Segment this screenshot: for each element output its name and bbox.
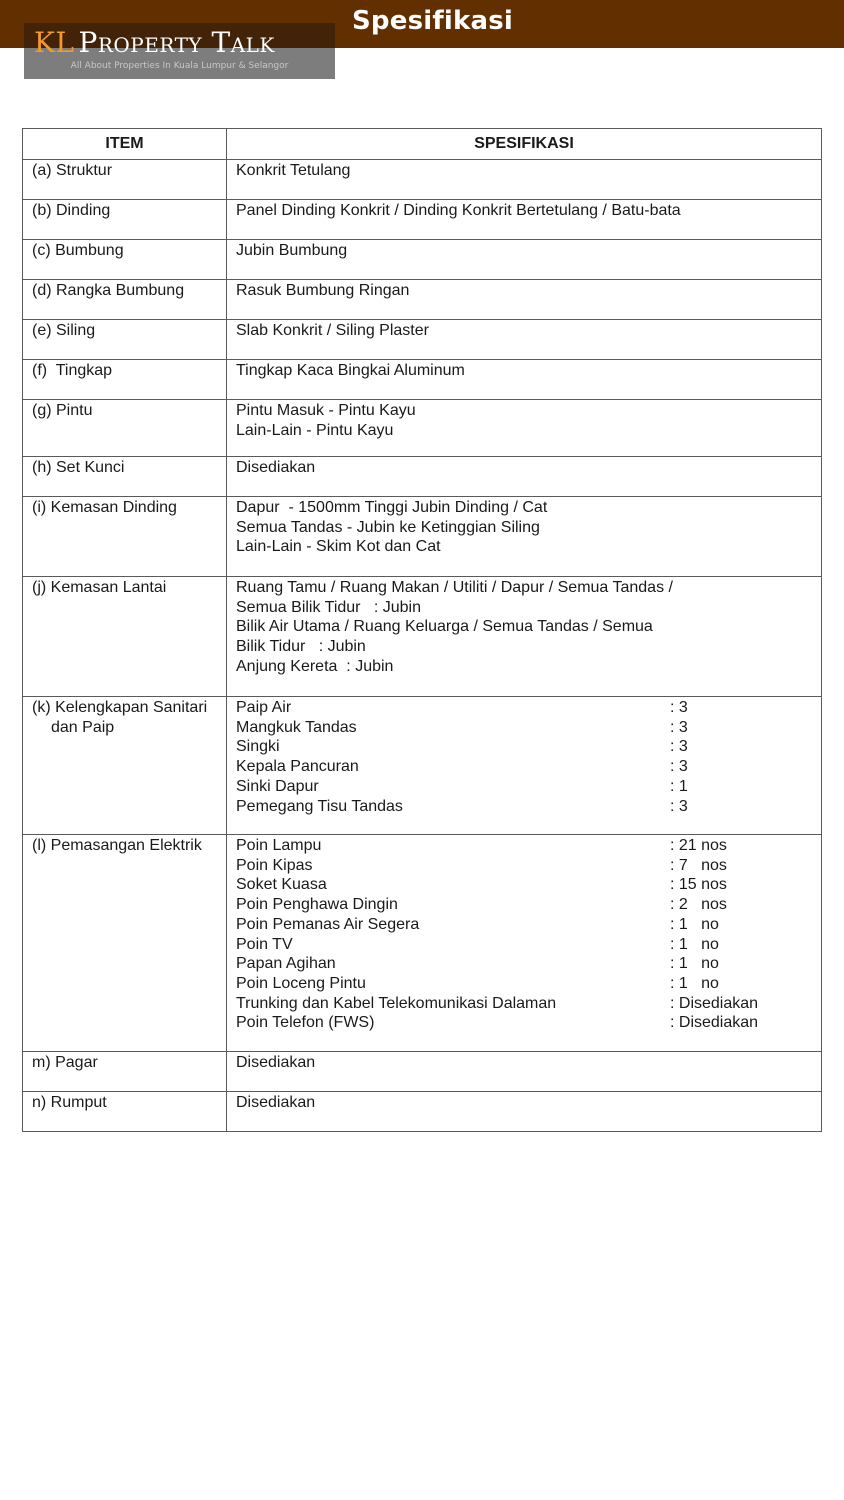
item-cell bbox=[23, 1052, 227, 1092]
spec-entry-value: : Disediakan bbox=[670, 994, 759, 1012]
spec-text: Disediakan bbox=[236, 1054, 316, 1071]
spec-text: Dapur - 1500mm Tinggi Jubin Dinding / Cat bbox=[236, 499, 548, 516]
item-label: (e) Siling bbox=[32, 322, 96, 339]
spec-entry bbox=[236, 797, 817, 817]
item-cell bbox=[23, 240, 227, 280]
spec-entry-name: Poin TV bbox=[236, 935, 293, 953]
spec-entry bbox=[236, 836, 817, 856]
item-label: (h) Set Kunci bbox=[32, 459, 125, 476]
spec-text: Pintu Masuk - Pintu Kayu bbox=[236, 402, 416, 419]
table-row bbox=[23, 835, 822, 1052]
spec-cell bbox=[227, 697, 822, 835]
brand-logo bbox=[24, 23, 335, 79]
table-row bbox=[23, 280, 822, 320]
spec-entry-name: Papan Agihan bbox=[236, 955, 336, 973]
spec-entry-name: Poin Pemanas Air Segera bbox=[236, 915, 420, 933]
spec-text: Disediakan bbox=[236, 459, 316, 476]
spec-cell bbox=[227, 160, 822, 200]
spec-entry bbox=[236, 974, 817, 994]
spec-entry bbox=[236, 875, 817, 895]
item-label: n) Rumput bbox=[32, 1094, 107, 1111]
spec-entry-value: : 15 nos bbox=[670, 876, 727, 894]
item-cell bbox=[23, 280, 227, 320]
spec-entry-name: Paip Air bbox=[236, 699, 292, 716]
item-cell bbox=[23, 697, 227, 835]
item-label: (l) Pemasangan Elektrik bbox=[32, 837, 202, 854]
specification-table bbox=[22, 128, 822, 1132]
spec-cell bbox=[227, 457, 822, 497]
table-row bbox=[23, 240, 822, 280]
spec-text: Ruang Tamu / Ruang Makan / Utiliti / Dapur / Semua Tandas / bbox=[236, 579, 673, 596]
item-label: (c) Bumbung bbox=[32, 242, 124, 259]
spec-entry-name: Poin Telefon (FWS) bbox=[236, 1014, 375, 1032]
spec-entry bbox=[236, 915, 817, 935]
table-row bbox=[23, 1092, 822, 1132]
spec-entry-value: : 3 bbox=[670, 738, 688, 756]
spec-entry bbox=[236, 737, 817, 757]
spec-entry bbox=[236, 777, 817, 797]
item-cell bbox=[23, 497, 227, 577]
spec-entry-name: Poin Kipas bbox=[236, 856, 313, 874]
table-row bbox=[23, 497, 822, 577]
spec-entry-name: Trunking dan Kabel Telekomunikasi Dalaman bbox=[236, 994, 557, 1012]
table-row bbox=[23, 1052, 822, 1092]
spec-entry bbox=[236, 954, 817, 974]
logo-brand-text: Property Talk bbox=[78, 26, 275, 59]
spec-entry-value: : 1 no bbox=[670, 915, 719, 933]
table-row bbox=[23, 200, 822, 240]
column-header-item: ITEM bbox=[23, 129, 227, 160]
item-cell bbox=[23, 457, 227, 497]
item-cell bbox=[23, 577, 227, 697]
table-row bbox=[23, 457, 822, 497]
spec-entry bbox=[236, 856, 817, 876]
spec-text: Disediakan bbox=[236, 1094, 316, 1111]
spec-entry-name: Poin Loceng Pintu bbox=[236, 974, 366, 992]
spec-text: Tingkap Kaca Bingkai Aluminum bbox=[236, 362, 465, 379]
spec-entry-name: Singki bbox=[236, 738, 280, 756]
spec-cell bbox=[227, 577, 822, 697]
spec-entry-name: Poin Lampu bbox=[236, 837, 322, 854]
spec-entry-value: : 1 bbox=[670, 777, 688, 795]
spec-text: Semua Bilik Tidur : Jubin bbox=[236, 598, 421, 616]
spec-entry-name: Kepala Pancuran bbox=[236, 758, 359, 776]
spec-entry-value: : 3 bbox=[670, 718, 688, 736]
item-label: (k) Kelengkapan Sanitari bbox=[32, 699, 208, 716]
spec-text: Konkrit Tetulang bbox=[236, 162, 351, 179]
item-label: (j) Kemasan Lantai bbox=[32, 579, 167, 596]
spec-entry-value: : 1 no bbox=[670, 955, 719, 973]
spec-entry bbox=[236, 698, 817, 718]
spec-text: Semua Tandas - Jubin ke Ketinggian Siling bbox=[236, 518, 540, 536]
spec-entry-value: : 7 nos bbox=[670, 856, 727, 874]
spec-entry bbox=[236, 895, 817, 915]
spec-text: Rasuk Bumbung Ringan bbox=[236, 282, 410, 299]
item-label: (a) Struktur bbox=[32, 162, 113, 179]
table-header-row bbox=[23, 129, 822, 160]
spec-text: Lain-Lain - Skim Kot dan Cat bbox=[236, 538, 441, 556]
spec-entry-value: : 21 nos bbox=[670, 837, 727, 854]
item-cell bbox=[23, 200, 227, 240]
spec-entry bbox=[236, 718, 817, 738]
spec-cell bbox=[227, 320, 822, 360]
spec-text: Anjung Kereta : Jubin bbox=[236, 657, 394, 675]
spec-entry-value: : 3 bbox=[670, 758, 688, 776]
item-label: (g) Pintu bbox=[32, 402, 93, 419]
spec-entry-name: Sinki Dapur bbox=[236, 777, 319, 795]
spec-entry bbox=[236, 994, 817, 1014]
item-cell bbox=[23, 160, 227, 200]
spec-cell bbox=[227, 400, 822, 457]
table-row bbox=[23, 577, 822, 697]
spec-entry bbox=[236, 1013, 817, 1033]
spec-entry-value: : 1 no bbox=[670, 974, 719, 992]
item-cell bbox=[23, 1092, 227, 1132]
spec-cell bbox=[227, 360, 822, 400]
spec-entry-name: Soket Kuasa bbox=[236, 876, 327, 894]
table-row bbox=[23, 400, 822, 457]
item-label: (b) Dinding bbox=[32, 202, 111, 219]
table-row bbox=[23, 320, 822, 360]
item-label: dan Paip bbox=[51, 718, 115, 736]
spec-entry-value: : 3 bbox=[670, 797, 688, 815]
spec-entry-value: : 1 no bbox=[670, 935, 719, 953]
spec-entry-name: Mangkuk Tandas bbox=[236, 718, 357, 736]
spec-cell bbox=[227, 1092, 822, 1132]
item-label: (d) Rangka Bumbung bbox=[32, 282, 185, 299]
spec-entry-value: : Disediakan bbox=[670, 1014, 759, 1032]
logo-accent-text: KL bbox=[34, 26, 75, 59]
table-body bbox=[23, 160, 822, 1132]
item-label: m) Pagar bbox=[32, 1054, 98, 1071]
spec-entry-value: : 2 nos bbox=[670, 896, 727, 914]
column-header-spesifikasi: SPESIFIKASI bbox=[227, 129, 822, 160]
spec-entry-name: Poin Penghawa Dingin bbox=[236, 896, 398, 914]
item-cell bbox=[23, 835, 227, 1052]
table-row bbox=[23, 160, 822, 200]
spec-text: Panel Dinding Konkrit / Dinding Konkrit Bertetulang / Batu-bata bbox=[236, 202, 681, 219]
item-cell bbox=[23, 320, 227, 360]
page-title: Spesifikasi bbox=[352, 6, 514, 36]
item-label: (f) Tingkap bbox=[32, 362, 113, 379]
spec-text: Bilik Tidur : Jubin bbox=[236, 638, 366, 656]
spec-text: Lain-Lain - Pintu Kayu bbox=[236, 421, 394, 439]
spec-cell bbox=[227, 240, 822, 280]
spec-entry-name: Pemegang Tisu Tandas bbox=[236, 797, 403, 815]
spec-cell bbox=[227, 835, 822, 1052]
spec-cell bbox=[227, 280, 822, 320]
spec-entry bbox=[236, 935, 817, 955]
item-cell bbox=[23, 400, 227, 457]
table-row bbox=[23, 697, 822, 835]
table-row bbox=[23, 360, 822, 400]
spec-text: Bilik Air Utama / Ruang Keluarga / Semua Tandas / Semua bbox=[236, 618, 653, 636]
spec-cell bbox=[227, 1052, 822, 1092]
spec-cell bbox=[227, 200, 822, 240]
logo-wordmark bbox=[34, 25, 275, 61]
logo-tagline: All About Properties In Kuala Lumpur & Selangor bbox=[70, 61, 289, 71]
spec-entry bbox=[236, 757, 817, 777]
spec-cell bbox=[227, 497, 822, 577]
spec-text: Slab Konkrit / Siling Plaster bbox=[236, 322, 429, 339]
item-cell bbox=[23, 360, 227, 400]
item-label: (i) Kemasan Dinding bbox=[32, 499, 177, 516]
spec-entry-value: : 3 bbox=[670, 699, 688, 716]
spec-text: Jubin Bumbung bbox=[236, 242, 348, 259]
